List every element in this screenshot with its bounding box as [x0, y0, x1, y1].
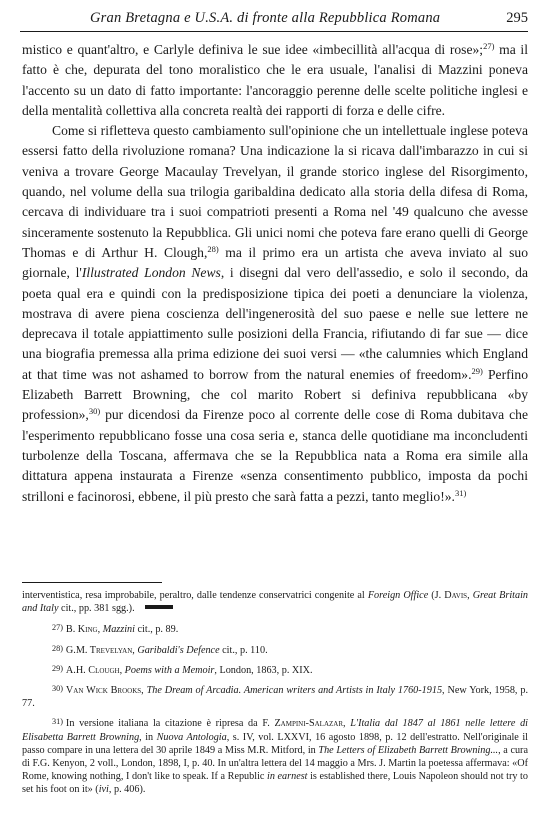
footnote-number: 31)	[52, 717, 63, 727]
footnote-30	[22, 682, 528, 710]
note-ref-31: 31)	[454, 487, 467, 498]
footnote-rule	[22, 582, 162, 583]
footnote-text: , in	[139, 731, 157, 743]
footnote-title: Poems with a Memoir	[124, 664, 215, 676]
footnote-title: The Letters of Elizabeth Barrett Browning...	[318, 744, 499, 756]
footnote-italic: ivi	[98, 784, 109, 796]
footnote-journal: Nuova Antologia	[156, 731, 227, 743]
footnote-29	[22, 662, 528, 677]
header-rule	[20, 31, 528, 32]
note-ref-29: 29)	[471, 365, 483, 376]
footnote-author: G.M. Trevelyan	[65, 644, 133, 656]
paragraph-2-text-b: ma il primo era un artista che aveva inviato al suo giornale, l'	[22, 244, 528, 281]
footnote-number: 29)	[52, 663, 63, 673]
footnote-author: Zampini-Salazar	[274, 718, 343, 730]
footnote-text: ,	[343, 718, 351, 730]
footnote-number: 27)	[52, 623, 63, 633]
paragraph-1	[22, 40, 528, 121]
footnote-title: The Dream of Arcadia. American writers and Artists in Italy 1760-1915	[146, 685, 443, 697]
running-title: Gran Bretagna e U.S.A. di fronte alla Repubblica Romana	[90, 10, 441, 26]
footnote-text: ,	[119, 664, 125, 676]
paragraph-2-text-c: , i disegni dal vero dell'assedio, e solo il secondo, da poeta qual era e quindi con la predisposizione tipica dei poeti a denunciare la violenza, mostrava di avere piena coscienza dell'ingenerosità del suo paese e nelle sue lettere ne deprecava il totale appiattimento sulle posizioni della Francia, rifiutando di far sue — dice una biografia premessa alla prima edizione dei suoi versi — «the calumnies which England at that time was not ashamed to borrow from the natural enemies of freedom».	[22, 265, 529, 382]
paragraph-2-text-a: Come si rifletteva questo cambiamento sull'opinione che un intellettuale inglese poteva essersi fatto della rivoluzione romana? Una indicazione la si ricava dall'imbarazzo in cui si veniva a trovare George Macaulay Trevelyan, il grande storico inglese del Risorgimento, quando, nel volume della sua trilogia garibaldina dedicato alla storia della difesa di Roma, cercava di individuare tra i suoi compatrioti presenti a Roma nel '49 qualcuno che avesse sinceramente sostenuto la Repubblica. Gli unici nomi che poteva fare erano quelli di George Thomas e di Arthur H. Clough,	[22, 123, 528, 260]
paragraph-1-text-cont: ma il fatto è che, depurata del tono moralistico che le era usuale, l'analisi di Mazzini poneva l'accento su un dato di fatto importante: l'ancoraggio perenne delle scelte politiche inglesi e della mentalità collettiva alla concreta realtà dei rapporti di forza e delle cifre.	[22, 42, 528, 118]
footnote-author: Davis	[444, 590, 468, 601]
footnote-text: cit., p. 110.	[219, 644, 268, 656]
footnote-author: Van Wick Brooks	[65, 685, 142, 697]
footnote-title: Great Britain and Italy	[22, 590, 529, 615]
footnote-italic: in earnest	[267, 771, 308, 783]
footnote-title: Garibaldi's Defence	[137, 644, 220, 656]
note-ref-28: 28)	[207, 243, 219, 254]
footnote-number: 30)	[52, 684, 63, 694]
footnote-28	[22, 642, 528, 657]
page-header	[20, 6, 528, 32]
note-ref-27: 27)	[483, 41, 495, 51]
footnote-text: , London, 1863, p. XIX.	[214, 664, 313, 676]
footnote-text: ,	[97, 624, 103, 636]
footnote-text: , a cura di F.G. Kenyon, 2 voll., London, 1898, I, p. 40. In un'altra lettera del 14 maggio a Mrs. J. Martin la poetessa affermava: «Of Rome, knowing nothing, I don't like to speak. If a Republic	[22, 744, 528, 783]
paragraph-2-text-e: pur dicendosi da Firenze poco al corrente delle cose di Roma dubitava che l'esperimento repubblicano fosse una cosa seria e, stanca delle quotidiane ma inconcludenti turbolenze della Toscana, affermava che se la Repubblica nata a Roma era simile alla dittatura appena instaurata a Firenze «senza consentimento pubblico, imposta da pochi strilloni e facinorosi, ebbene, il più presto che sarà fatta a pezzi, tanto meglio!».	[22, 407, 528, 504]
footnote-text: ,	[141, 685, 147, 697]
redaction-mark	[145, 605, 173, 609]
footnote-text: In versione italiana la citazione è ripresa da F.	[65, 718, 275, 730]
note-ref-30: 30)	[88, 406, 101, 417]
footnote-text: cit., p. 89.	[134, 624, 179, 636]
magazine-title: Illustrated London News	[81, 265, 221, 281]
main-text	[22, 40, 528, 507]
footnote-title: L'Italia dal 1847 al 1861 nelle lettere di Elisabetta Barrett Browning	[22, 718, 528, 743]
paragraph-2	[22, 121, 528, 507]
footnote-text: is established there, Louis Napoleon should not try to set his foot on it» (	[22, 771, 528, 796]
footnote-author: A.H. Clough	[65, 664, 120, 676]
footnote-text: interventistica, resa improbabile, peraltro, dalle tendenze conservatrici congenite al	[22, 590, 368, 601]
footnote-text: , New York, 1958, p. 77.	[22, 685, 528, 710]
footnote-31	[22, 715, 528, 796]
page-number: 295	[506, 10, 528, 26]
footnote-text: ,	[467, 590, 473, 601]
paragraph-1-text: mistico e quant'altro, e Carlyle definiva le sue idee «imbecillità all'acqua di rose»;	[22, 42, 484, 57]
footnote-text: , p. 406).	[108, 784, 146, 796]
footnotes	[22, 589, 528, 802]
footnote-27	[22, 621, 528, 636]
footnote-italic: Foreign Office	[367, 590, 429, 601]
paragraph-2-text-d: Perfino Elizabeth Barrett Browning, che col marito Robert si definiva repubblicana «by profession»,	[22, 366, 528, 423]
footnote-text: ,	[132, 644, 138, 656]
footnote-author: B. King	[65, 624, 98, 636]
footnote-title: Mazzini	[102, 624, 135, 636]
footnote-text: (J.	[428, 590, 445, 601]
footnote-text: , s. IV, vol. LXXVI, 16 agosto 1898, p. 12 dell'estratto. Nell'originale il passo compare in una lettera del 30 aprile 1849 a Miss M.R. Mitford, in	[22, 731, 528, 756]
footnote-text: cit., pp. 381 sgg.).	[58, 603, 135, 615]
footnote-continuation	[22, 589, 528, 615]
footnote-number: 28)	[52, 643, 63, 653]
